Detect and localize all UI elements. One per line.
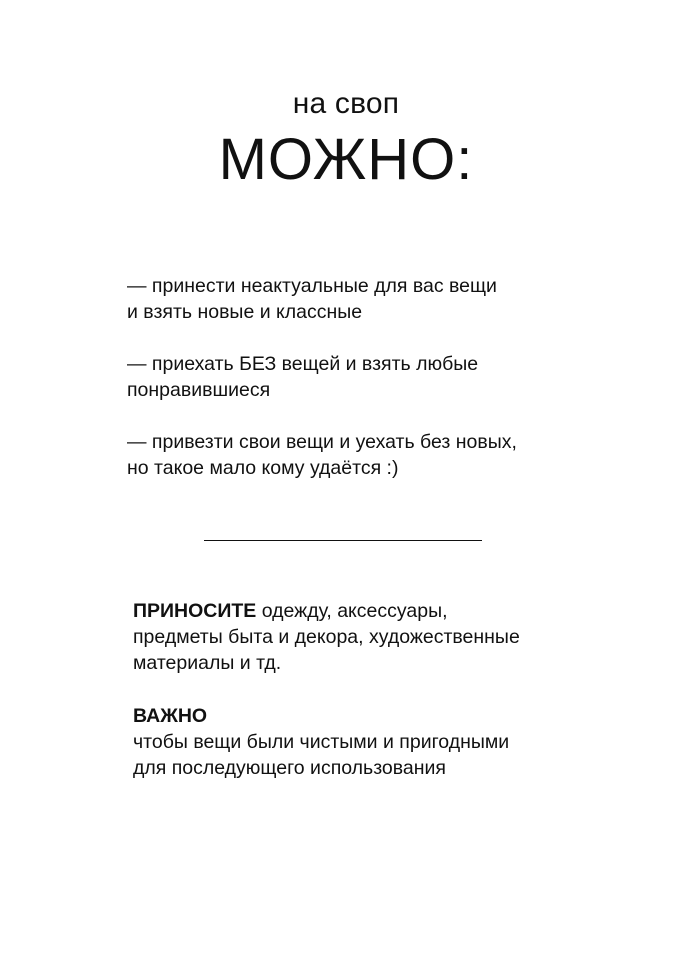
allowed-list bbox=[127, 273, 607, 507]
bring-line: материалы и тд. bbox=[133, 652, 282, 674]
page-subtitle: на своп bbox=[292, 87, 400, 120]
important-line: чтобы вещи были чистыми и пригодными bbox=[133, 731, 510, 753]
list-item bbox=[127, 429, 607, 481]
bring-label: ПРИНОСИТЕ bbox=[133, 600, 257, 622]
list-item-line: — приехать БЕЗ вещей и взять любые bbox=[127, 353, 479, 375]
bring-text: одежду, аксессуары, bbox=[256, 600, 448, 622]
list-item-line: — привезти свои вещи и уехать без новых, bbox=[127, 431, 517, 453]
page-title: МОЖНО: bbox=[218, 127, 474, 192]
important-line: для последующего использования bbox=[133, 757, 446, 779]
important-label: ВАЖНО bbox=[133, 705, 208, 727]
bring-line bbox=[133, 598, 613, 624]
list-item-line: понравившиеся bbox=[127, 379, 271, 401]
list-item-line: но такое мало кому удаётся :) bbox=[127, 457, 399, 479]
bring-line: предметы быта и декора, художественные bbox=[133, 626, 520, 648]
list-item bbox=[127, 351, 607, 403]
important-section bbox=[133, 703, 613, 781]
list-item bbox=[127, 273, 607, 325]
divider bbox=[204, 540, 482, 541]
list-item-line: и взять новые и классные bbox=[127, 301, 363, 323]
list-item-line: — принести неактуальные для вас вещи bbox=[127, 275, 497, 297]
bring-section bbox=[133, 598, 613, 676]
